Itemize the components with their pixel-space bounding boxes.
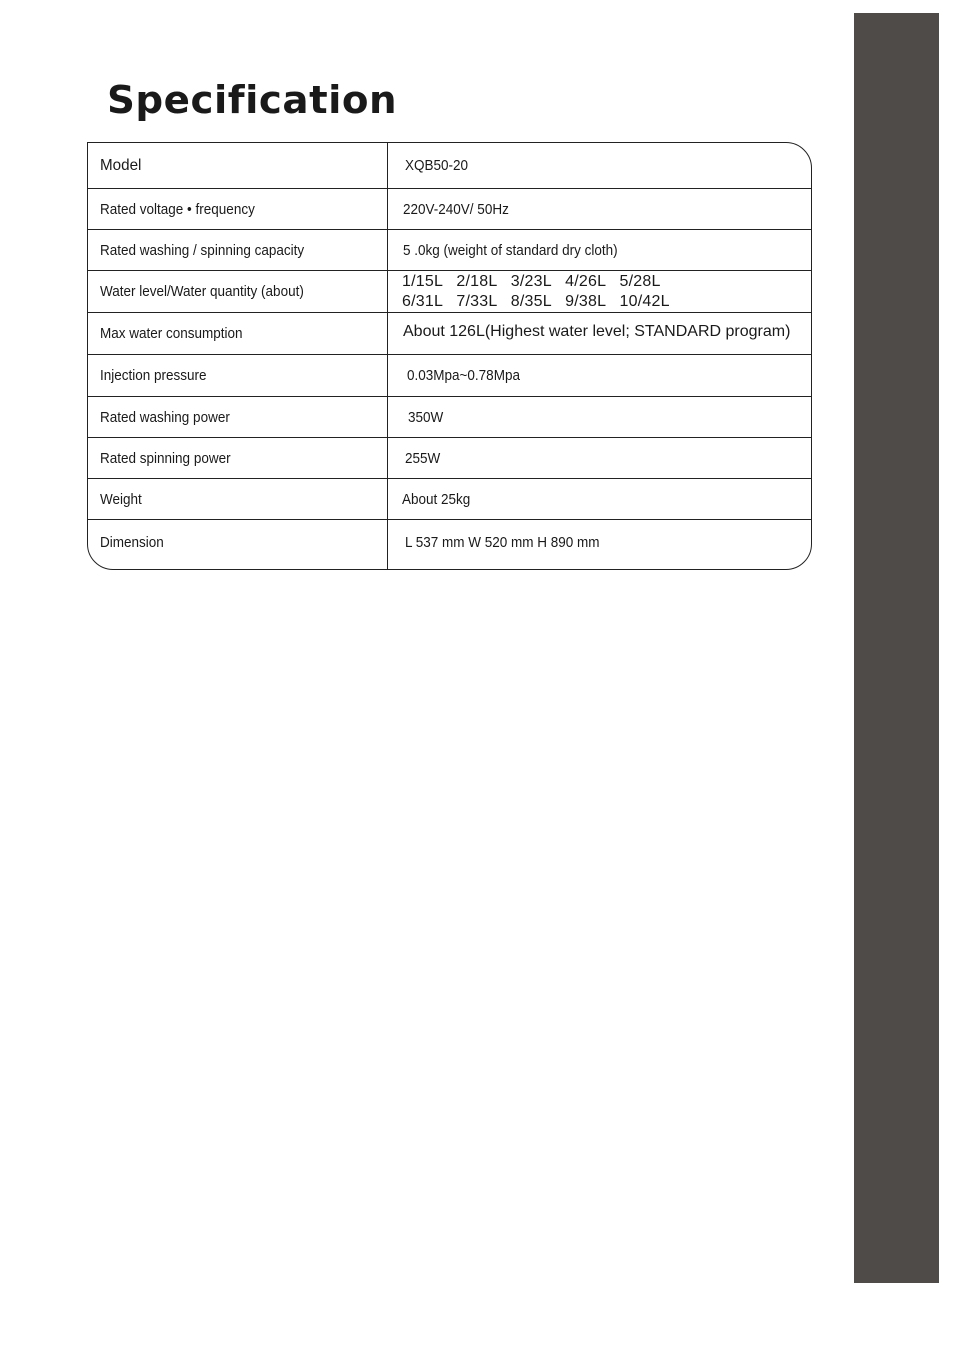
- spec-label: Dimension: [88, 520, 388, 570]
- spec-row-max-water: [88, 313, 811, 355]
- spec-label: Rated spinning power: [88, 438, 388, 478]
- spec-value: XQB50-20: [405, 157, 469, 174]
- spec-value: About 126L(Highest water level; STANDARD program): [403, 323, 791, 340]
- spec-row-weight: [88, 479, 811, 520]
- spec-value: L 537 mm W 520 mm H 890 mm: [405, 534, 600, 551]
- water-level-line-1: 1/15L 2/18L 3/23L 4/26L 5/28L: [402, 272, 661, 290]
- spec-value: 0.03Mpa~0.78Mpa: [407, 367, 520, 384]
- spec-row-injection-pressure: [88, 355, 811, 397]
- side-bar: [854, 13, 939, 1283]
- spec-row-water-level: [88, 271, 811, 313]
- water-level-line-2: 6/31L 7/33L 8/35L 9/38L 10/42L: [402, 292, 670, 310]
- spec-value: 350W: [408, 408, 444, 426]
- spec-label: Rated washing power: [88, 397, 388, 437]
- spec-row-spinning-power: [88, 438, 811, 479]
- spec-row-capacity: [88, 230, 811, 271]
- spec-table: [87, 142, 812, 570]
- spec-value: 5 .0kg (weight of standard dry cloth): [403, 241, 618, 259]
- spec-label: Model: [88, 143, 388, 188]
- spec-value: About 25kg: [402, 490, 471, 508]
- spec-row-dimension: [88, 520, 811, 570]
- spec-label: Rated washing / spinning capacity: [88, 230, 388, 270]
- spec-value: 220V-240V/ 50Hz: [403, 200, 509, 218]
- spec-value: [388, 271, 811, 312]
- page-title: Specification: [107, 78, 398, 122]
- spec-label: Max water consumption: [88, 313, 388, 354]
- spec-row-model: [88, 143, 811, 189]
- spec-label: Water level/Water quantity (about): [88, 271, 388, 312]
- spec-row-washing-power: [88, 397, 811, 438]
- spec-label: Rated voltage • frequency: [88, 189, 388, 229]
- spec-value: 255W: [405, 449, 441, 467]
- spec-row-rated-voltage: [88, 189, 811, 230]
- spec-label: Injection pressure: [88, 355, 388, 396]
- spec-label: Weight: [88, 479, 388, 519]
